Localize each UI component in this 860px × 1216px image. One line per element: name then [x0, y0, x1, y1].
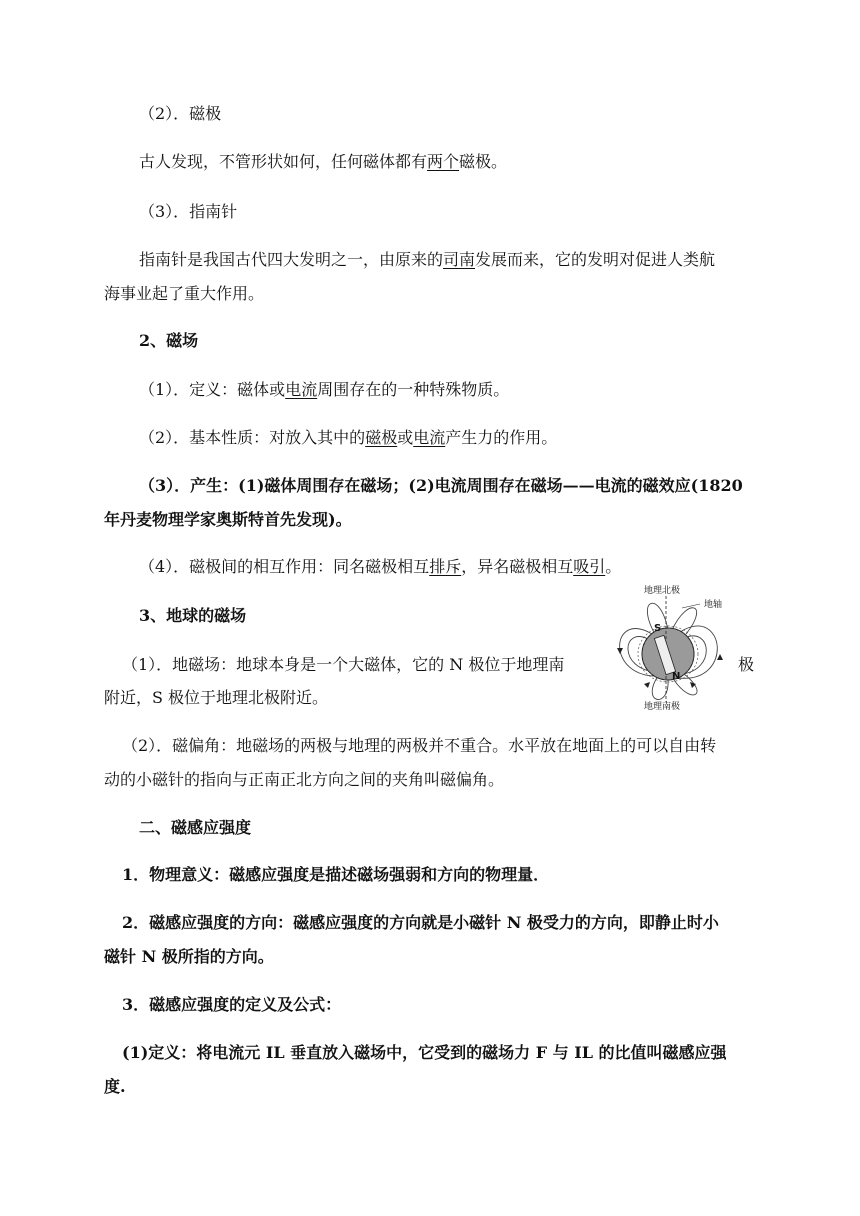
text-segment: 或 — [397, 428, 414, 447]
text-segment: （4）．磁极间的相互作用：同名磁极相互 — [139, 557, 430, 576]
underlined-term: 吸引 — [573, 557, 606, 576]
underlined-term: 电流 — [413, 428, 446, 447]
label-s-pole: S — [654, 623, 662, 634]
earth-magnetic-field-figure — [600, 584, 740, 714]
paragraph-declination-line2: 动的小磁针的指向与正南正北方向之间的夹角叫磁偏角。 — [104, 770, 505, 789]
text-segment: 。 — [605, 557, 622, 576]
section-heading-compass: （3）．指南针 — [139, 202, 238, 221]
paragraph-induction-definition-line2: 度. — [104, 1077, 126, 1096]
paragraph-geomagnetic-line2: 附近，S 极位于地理北极附近。 — [104, 688, 329, 707]
text-segment: （2）．基本性质：对放入其中的 — [139, 428, 366, 447]
paragraph-geomagnetic-line1-end: 极 — [738, 655, 755, 674]
text-segment: 周围存在的一种特殊物质。 — [317, 380, 510, 399]
paragraph-induction-definition-heading: 3．磁感应强度的定义及公式： — [122, 995, 342, 1014]
underlined-term: 司南 — [443, 250, 476, 269]
paragraph-geomagnetic-line1: （1）．地磁场：地球本身是一个大磁体，它的 N 极位于地理南 — [122, 655, 565, 674]
text-segment: 发展而来，它的发明对促进人类航 — [475, 250, 716, 269]
paragraph-compass-line1 — [139, 250, 715, 270]
section-heading-magnetic-field: 2、磁场 — [139, 331, 199, 350]
text-segment: 指南针是我国古代四大发明之一，由原来的 — [139, 250, 444, 269]
paragraph-induction-direction-line1: 2．磁感应强度的方向：磁感应强度的方向就是小磁针 N 极受力的方向，即静止时小 — [122, 913, 719, 932]
underlined-term: 磁极 — [365, 428, 398, 447]
text-segment: 产生力的作用。 — [445, 428, 558, 447]
label-geographic-south: 地理南极 — [644, 702, 681, 712]
paragraph-pole-interaction — [139, 557, 621, 577]
paragraph-field-origin-line2: 年丹麦物理学家奥斯特首先发现)。 — [104, 510, 352, 529]
paragraph-compass-line2: 海事业起了重大作用。 — [104, 284, 265, 303]
label-n-pole: N — [672, 671, 681, 682]
paragraph-induction-definition-line1: (1)定义：将电流元 IL 垂直放入磁场中，它受到的磁场力 F 与 IL 的比值叫磁感应强 — [122, 1043, 727, 1062]
underlined-term: 两个 — [427, 152, 460, 171]
section-heading-earth-field: 3、地球的磁场 — [139, 606, 247, 625]
paragraph-induction-direction-line2: 磁针 N 极所指的方向。 — [104, 947, 274, 966]
paragraph-field-property — [139, 428, 557, 448]
text-segment: 古人发现，不管形状如何，任何磁体都有 — [139, 152, 428, 171]
label-geographic-north: 地理北极 — [644, 586, 681, 596]
text-segment: （1）．定义：磁体或 — [139, 380, 286, 399]
paragraph-declination-line1: （2）．磁偏角：地磁场的两极与地理的两极并不重合。水平放在地面上的可以自由转 — [122, 736, 717, 755]
label-earth-axis: 地轴 — [704, 600, 723, 610]
underlined-term: 电流 — [285, 380, 318, 399]
paragraph-field-definition — [139, 380, 509, 400]
paragraph-field-origin-line1: （3）．产生：(1)磁体周围存在磁场；(2)电流周围存在磁场——电流的磁效应(1820 — [139, 476, 743, 495]
section-heading-magnetic-pole: （2）．磁极 — [139, 104, 222, 123]
paragraph-induction-meaning: 1．物理意义：磁感应强度是描述磁场强弱和方向的物理量． — [122, 865, 550, 884]
underlined-term: 排斥 — [429, 557, 462, 576]
text-segment: ，异名磁极相互 — [461, 557, 574, 576]
text-segment: 磁极。 — [459, 152, 508, 171]
section-heading-induction: 二、磁感应强度 — [139, 818, 252, 837]
paragraph-magnetic-pole — [139, 152, 507, 172]
